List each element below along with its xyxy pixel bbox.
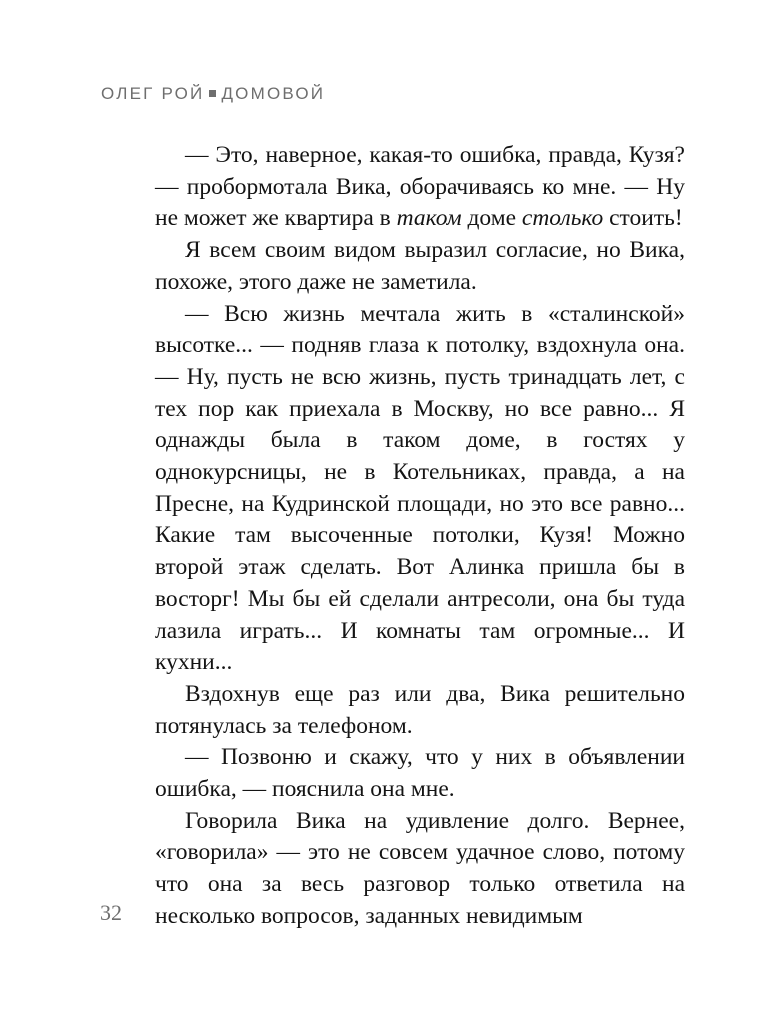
- paragraph: — Позвоню и скажу, что у них в объявлении ошибка, — пояснила она мне.: [155, 744, 685, 803]
- body-text: [155, 140, 685, 933]
- paragraph-text: стоить!: [603, 205, 683, 232]
- paragraph: — Всю жизнь мечтала жить в «сталинской» высотке... — подняв глаза к потолку, вздохнула она. — Ну, пусть не всю жизнь, пусть тринадцать лет, с тех пор как приехала в Москву, но все равно... Я однажды была в таком доме, в гостях у однокурсницы, не в Котельниках, правда, а на Пресне, на Кудринской площади, но это все равно... Какие там высоченные потолки, Кузя! Можно второй этаж сделать. Вот Алинка пришла бы в восторг! Мы бы ей сделали антресоли, она бы туда лазила играть... И комнаты там огромные... И кухни...: [155, 300, 685, 676]
- running-head-author: ОЛЕГ РОЙ: [101, 84, 205, 103]
- paragraph: Говорила Вика на удивление долго. Вернее, «говорила» — это не совсем удачное слово, потому что она за весь разговор только ответила на несколько вопросов, заданных невидимым: [155, 807, 685, 929]
- italic-word: столько: [521, 205, 604, 232]
- paragraph-text: — Это, наверное, какая-то ошибка, правда, Кузя? — пробормотала Вика, оборачиваясь ко мне. — Ну не может же квартира в: [155, 142, 685, 232]
- italic-word: таком: [396, 205, 462, 232]
- running-head: [101, 84, 325, 104]
- separator-square-icon: [209, 90, 216, 97]
- paragraph-text: доме: [461, 205, 522, 232]
- paragraph: [155, 140, 685, 235]
- page-number: 32: [100, 900, 122, 925]
- paragraph: Я всем своим видом выразил согласие, но Вика, похоже, этого даже не заметила.: [155, 237, 685, 295]
- running-head-title: ДОМОВОЙ: [221, 84, 326, 103]
- paragraph: Вздохнув еще раз или два, Вика решительно потянулась за телефоном.: [155, 680, 685, 739]
